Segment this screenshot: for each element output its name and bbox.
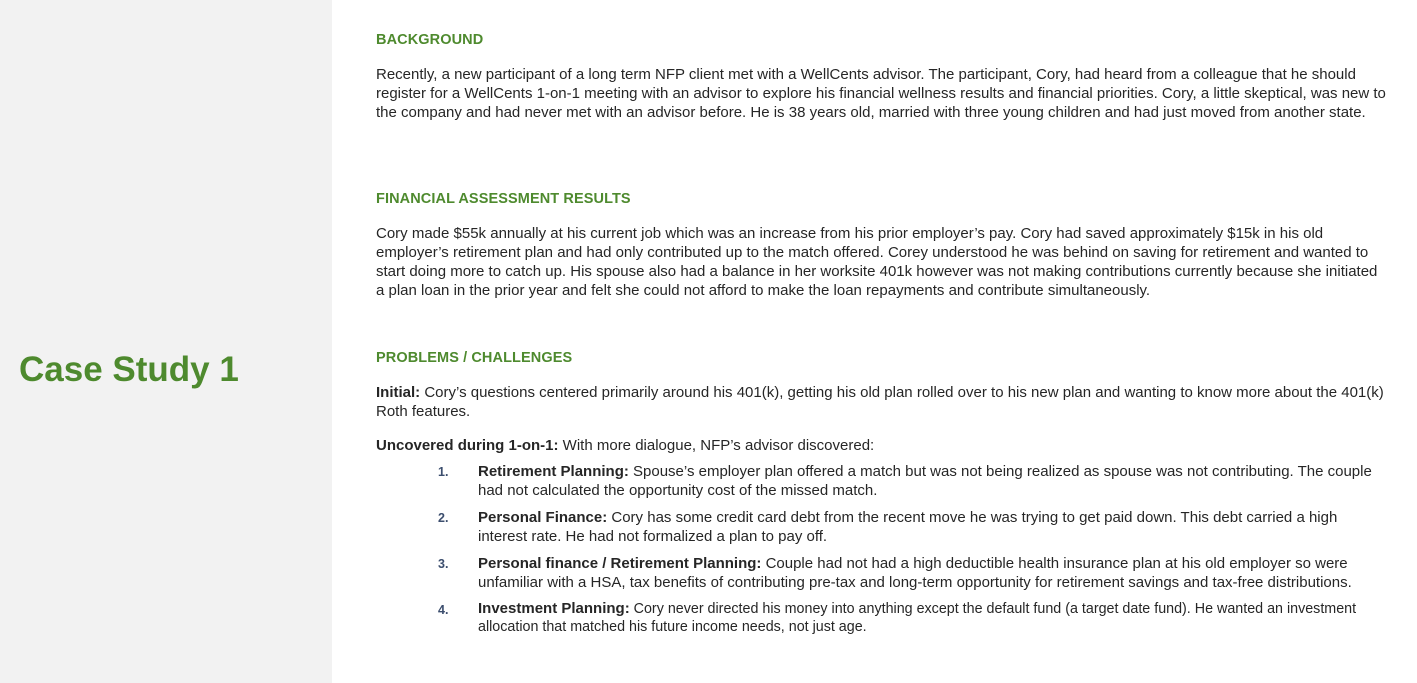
- list-item-label: Personal finance / Retirement Planning:: [478, 555, 762, 572]
- list-item-label: Personal Finance:: [478, 509, 608, 526]
- list-number: 4.: [438, 603, 449, 617]
- case-study-title: Case Study 1: [19, 350, 239, 389]
- list-item-text: Couple had not had a high deductible health insurance plan at his old employer so were unfamiliar with a HSA, tax benefits of contributing pre-tax and long-term opportunity for retirement savings and tax-free distributions.: [478, 555, 1352, 591]
- initial-text: Cory’s questions centered primarily around his 401(k), getting his old plan rolled over to his new plan and wanting to know more about the 401(k) Roth features.: [376, 384, 1384, 420]
- background-text: Recently, a new participant of a long term NFP client met with a WellCents advisor. The participant, Cory, had heard from a colleague that he should register for a WellCents 1-on-1 meeting with an advisor to explore his financial wellness results and financial priorities. Cory, a little skeptical, was new to the company and had never met with an advisor before. He is 38 years old, married with three young children and had just moved from another state.: [376, 66, 1386, 121]
- uncovered-text: With more dialogue, NFP’s advisor discovered:: [558, 437, 875, 454]
- assessment-text: Cory made $55k annually at his current job which was an increase from his prior employer’s pay. Cory had saved approximately $15k in his old employer’s retirement plan and had only contributed up to the match offered. Corey understood he was behind on saving for retirement and wanted to start doing more to catch up. His spouse also had a balance in her worksite 401k however was not making contributions currently because she initiated a plan loan in the prior year and felt she could not afford to make the loan repayments and contribute simultaneously.: [376, 225, 1378, 299]
- list-item-text: Spouse’s employer plan offered a match but was not being realized as spouse was not contributing. The couple had not calculated the opportunity cost of the missed match.: [478, 463, 1372, 499]
- list-number: 1.: [438, 465, 449, 479]
- initial-label: Initial:: [376, 384, 421, 401]
- list-item-text: Cory has some credit card debt from the recent move he was trying to get paid down. This debt carried a high interest rate. He had not formalized a plan to pay off.: [478, 509, 1338, 545]
- list-item-label: Retirement Planning:: [478, 463, 629, 480]
- problems-heading: PROBLEMS / CHALLENGES: [376, 350, 573, 366]
- list-item-label: Investment Planning:: [478, 600, 630, 617]
- case-content: [376, 0, 1388, 683]
- uncovered-paragraph: [376, 436, 1388, 455]
- list-item-text: Cory never directed his money into anything except the default fund (a target date fund). He wanted an investment allocation that matched his future income needs, not just age.: [478, 601, 1357, 635]
- list-item: [376, 462, 1388, 500]
- sidebar-panel: [0, 0, 332, 683]
- list-item: [376, 600, 1388, 636]
- uncovered-label: Uncovered during 1-on-1:: [376, 437, 559, 454]
- list-item: [376, 554, 1388, 592]
- list-item: [376, 508, 1388, 546]
- list-number: 3.: [438, 557, 449, 571]
- initial-paragraph: [376, 383, 1388, 421]
- list-number: 2.: [438, 511, 449, 525]
- assessment-heading: FINANCIAL ASSESSMENT RESULTS: [376, 191, 631, 207]
- background-heading: BACKGROUND: [376, 32, 484, 48]
- findings-list: [376, 462, 1388, 644]
